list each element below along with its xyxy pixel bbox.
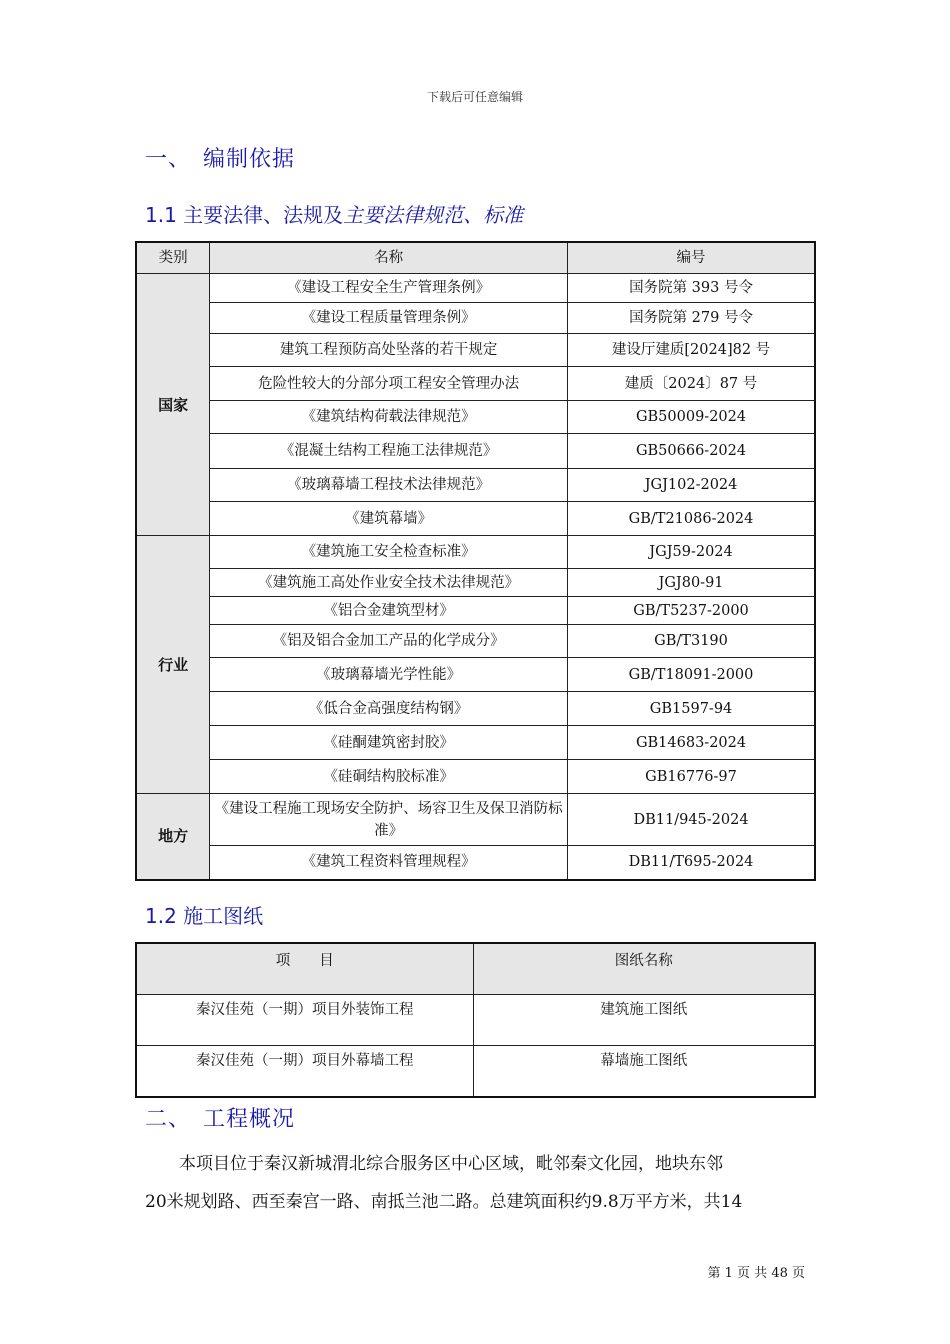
table-row (136, 401, 815, 434)
table-row (136, 597, 815, 625)
regulation-name-cell: 《建筑结构荷载法律规范》 (210, 401, 568, 434)
regulation-code-cell: GB16776-97 (568, 760, 815, 794)
subsection-heading-1-1 (145, 199, 523, 228)
regulation-name-cell: 《玻璃幕墙光学性能》 (210, 658, 568, 692)
regulation-name-cell: 《建筑施工高处作业安全技术法律规范》 (210, 569, 568, 597)
regulation-name-cell: 《建筑幕墙》 (210, 502, 568, 536)
table-row (136, 367, 815, 401)
regulation-code-cell: GB/T18091-2000 (568, 658, 815, 692)
regulation-code-cell: GB1597-94 (568, 692, 815, 726)
regulation-code-cell: DB11/945-2024 (568, 794, 815, 846)
regulation-name-cell: 《铝及铝合金加工产品的化学成分》 (210, 625, 568, 658)
header-category: 类别 (136, 242, 210, 274)
table-row (136, 794, 815, 846)
regulations-table (135, 241, 816, 881)
regulation-name-cell: 建筑工程预防高处坠落的若干规定 (210, 334, 568, 367)
regulation-name-cell: 《建设工程安全生产管理条例》 (210, 274, 568, 303)
category-cell: 国家 (136, 274, 210, 536)
regulation-name-cell: 危险性较大的分部分项工程安全管理办法 (210, 367, 568, 401)
regulation-name-cell: 《建筑工程资料管理规程》 (210, 846, 568, 880)
item-cell: 秦汉佳苑（一期）项目外幕墙工程 (136, 1046, 473, 1098)
regulation-name-cell: 《硅硐结构胶标准》 (210, 760, 568, 794)
regulation-name-cell: 《建设工程施工现场安全防护、场容卫生及保卫消防标准》 (210, 794, 568, 846)
section-title: 工程概况 (203, 1107, 296, 1132)
table-row (136, 726, 815, 760)
subsection-heading-1-2: 1.2 施工图纸 (145, 904, 264, 928)
regulation-code-cell: 国务院第 279 号令 (568, 303, 815, 334)
category-cell: 地方 (136, 794, 210, 880)
table-row (136, 625, 815, 658)
table-row (136, 502, 815, 536)
table-header-row (136, 943, 815, 995)
table-row (136, 469, 815, 502)
section-heading-1 (145, 142, 295, 173)
section-heading-2 (145, 1102, 295, 1133)
regulation-name-cell: 《低合金高强度结构钢》 (210, 692, 568, 726)
regulation-code-cell: GB/T5237-2000 (568, 597, 815, 625)
section-title: 编制依据 (203, 147, 296, 172)
table-row (136, 536, 815, 569)
table-row (136, 658, 815, 692)
header-drawing-name: 图纸名称 (473, 943, 815, 995)
regulation-code-cell: GB50009-2024 (568, 401, 815, 434)
regulation-code-cell: GB50666-2024 (568, 434, 815, 469)
page-footer: 第 1 页 共 48 页 (707, 1266, 805, 1281)
regulation-code-cell: 建质〔2024〕87 号 (568, 367, 815, 401)
overview-paragraph (145, 1145, 810, 1221)
table-row (136, 303, 815, 334)
regulation-name-cell: 《硅酮建筑密封胶》 (210, 726, 568, 760)
regulation-code-cell: GB/T3190 (568, 625, 815, 658)
paragraph-line: 20米规划路、西至秦宫一路、南抵兰池二路。总建筑面积约9.8万平方米，共14 (145, 1192, 743, 1212)
regulation-code-cell: JGJ59-2024 (568, 536, 815, 569)
table-row (136, 274, 815, 303)
regulation-name-cell: 《混凝土结构工程施工法律规范》 (210, 434, 568, 469)
table-header-row (136, 242, 815, 274)
subsection-title-emphasis: 主要法律规范、标准 (343, 203, 524, 227)
table-row (136, 434, 815, 469)
regulation-code-cell: JGJ80-91 (568, 569, 815, 597)
table-row (136, 995, 815, 1046)
table-row (136, 569, 815, 597)
section-number: 二、 (145, 1107, 192, 1132)
category-cell: 行业 (136, 536, 210, 794)
header-name: 名称 (210, 242, 568, 274)
regulation-code-cell: GB14683-2024 (568, 726, 815, 760)
item-cell: 秦汉佳苑（一期）项目外装饰工程 (136, 995, 473, 1046)
subsection-title-prefix: 1.1 主要法律、法规及 (145, 203, 344, 227)
table-row (136, 1046, 815, 1098)
regulation-name-cell: 《建筑施工安全检查标准》 (210, 536, 568, 569)
regulation-name-cell: 《铝合金建筑型材》 (210, 597, 568, 625)
drawings-table (135, 942, 816, 1098)
regulation-name-cell: 《玻璃幕墙工程技术法律规范》 (210, 469, 568, 502)
table-row (136, 692, 815, 726)
paragraph-line: 本项目位于秦汉新城渭北综合服务区中心区域，毗邻秦文化园，地块东邻 (145, 1154, 723, 1174)
header-note: 下载后可任意编辑 (426, 90, 523, 104)
regulation-code-cell: DB11/T695-2024 (568, 846, 815, 880)
regulation-code-cell: 建设厅建质[2024]82 号 (568, 334, 815, 367)
regulation-name-cell: 《建设工程质量管理条例》 (210, 303, 568, 334)
regulation-code-cell: JGJ102-2024 (568, 469, 815, 502)
table-row (136, 334, 815, 367)
drawing-cell: 幕墙施工图纸 (473, 1046, 815, 1098)
regulation-code-cell: 国务院第 393 号令 (568, 274, 815, 303)
drawing-cell: 建筑施工图纸 (473, 995, 815, 1046)
header-code: 编号 (568, 242, 815, 274)
table-row (136, 846, 815, 880)
section-number: 一、 (145, 147, 192, 172)
table-row (136, 760, 815, 794)
header-item: 项 目 (136, 943, 473, 995)
regulation-code-cell: GB/T21086-2024 (568, 502, 815, 536)
